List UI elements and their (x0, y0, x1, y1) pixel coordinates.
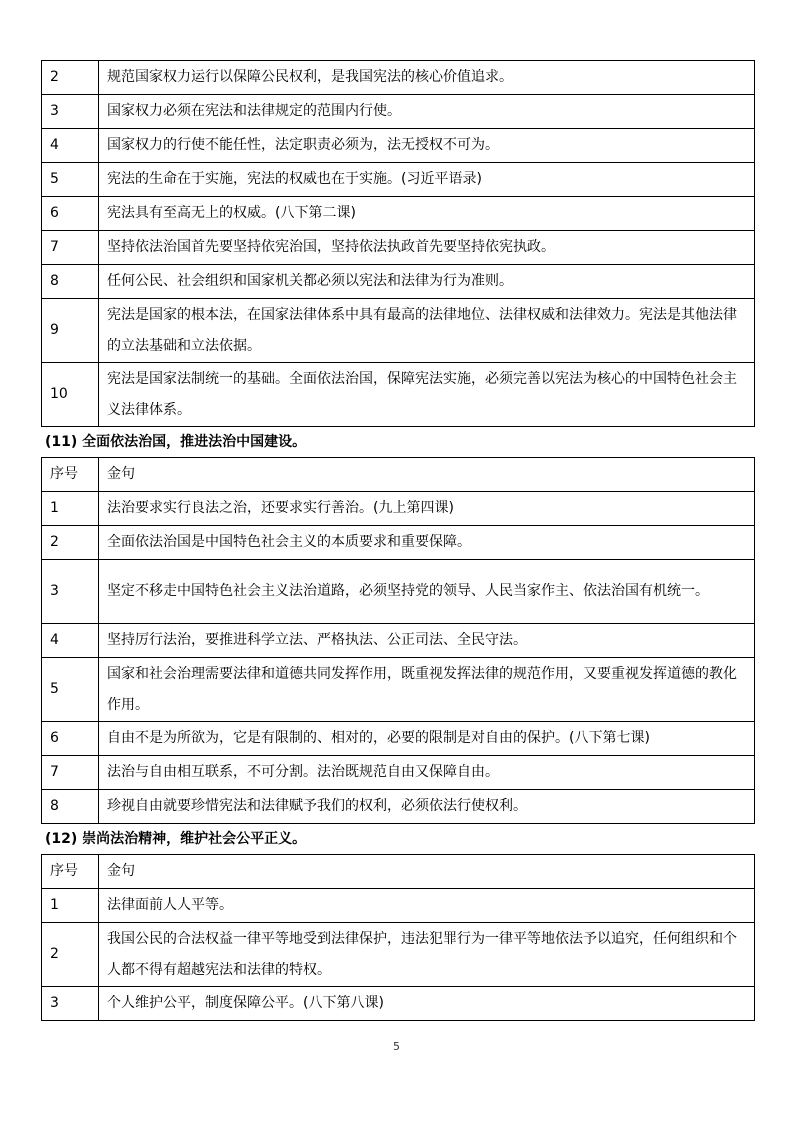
row-text: 自由不是为所欲为，它是有限制的、相对的，必要的限制是对自由的保护。(八下第七课) (99, 722, 755, 756)
row-text: 规范国家权力运行以保障公民权利，是我国宪法的核心价值追求。 (99, 61, 755, 95)
table-row (42, 95, 755, 129)
row-text: 国家和社会治理需要法律和道德共同发挥作用，既重视发挥法律的规范作用，又要重视发挥道德的教化作用。 (99, 658, 755, 722)
table-row (42, 265, 755, 299)
row-number: 1 (42, 492, 99, 526)
section-12-title: (12) 崇尚法治精神，维护社会公平正义。 (45, 831, 307, 847)
table-header-row (42, 458, 755, 492)
header-text: 金句 (99, 855, 755, 889)
section-11-title: (11) 全面依法治国，推进法治中国建设。 (45, 434, 307, 450)
table-row (42, 163, 755, 197)
row-number: 3 (42, 560, 99, 624)
row-number: 5 (42, 163, 99, 197)
row-number: 7 (42, 756, 99, 790)
page-number: 5 (393, 1040, 400, 1053)
row-number: 5 (42, 658, 99, 722)
row-number: 2 (42, 526, 99, 560)
table-row (42, 492, 755, 526)
row-number: 8 (42, 790, 99, 824)
row-number: 3 (42, 95, 99, 129)
row-text: 珍视自由就要珍惜宪法和法律赋予我们的权利，必须依法行使权利。 (99, 790, 755, 824)
row-text: 坚持依法治国首先要坚持依宪治国，坚持依法执政首先要坚持依宪执政。 (99, 231, 755, 265)
row-number: 2 (42, 923, 99, 987)
table-row (42, 624, 755, 658)
row-number: 9 (42, 299, 99, 363)
row-text: 法治与自由相互联系，不可分割。法治既规范自由又保障自由。 (99, 756, 755, 790)
row-text: 宪法是国家法制统一的基础。全面依法治国，保障宪法实施，必须完善以宪法为核心的中国特色社会主义法律体系。 (99, 363, 755, 427)
row-number: 4 (42, 129, 99, 163)
row-text: 宪法的生命在于实施，宪法的权威也在于实施。(习近平语录) (99, 163, 755, 197)
row-text: 国家权力必须在宪法和法律规定的范围内行使。 (99, 95, 755, 129)
table-row (42, 889, 755, 923)
section-12-table (41, 854, 755, 1021)
table-row (42, 526, 755, 560)
row-text: 任何公民、社会组织和国家机关都必须以宪法和法律为行为准则。 (99, 265, 755, 299)
row-text: 我国公民的合法权益一律平等地受到法律保护，违法犯罪行为一律平等地依法予以追究，任何组织和个人都不得有超越宪法和法律的特权。 (99, 923, 755, 987)
table-row (42, 61, 755, 95)
row-text: 法治要求实行良法之治，还要求实行善治。(九上第四课) (99, 492, 755, 526)
row-text: 坚持厉行法治，要推进科学立法、严格执法、公正司法、全民守法。 (99, 624, 755, 658)
row-text: 全面依法治国是中国特色社会主义的本质要求和重要保障。 (99, 526, 755, 560)
section-11-table (41, 457, 755, 824)
row-text: 法律面前人人平等。 (99, 889, 755, 923)
table-row (42, 560, 755, 624)
table-row (42, 231, 755, 265)
row-text: 国家权力的行使不能任性，法定职责必须为，法无授权不可为。 (99, 129, 755, 163)
row-number: 2 (42, 61, 99, 95)
table-row (42, 756, 755, 790)
row-number: 7 (42, 231, 99, 265)
table-row (42, 197, 755, 231)
table-row (42, 790, 755, 824)
header-number: 序号 (42, 855, 99, 889)
row-number: 6 (42, 722, 99, 756)
table-row (42, 658, 755, 722)
section-10-table (41, 60, 755, 427)
table-row (42, 363, 755, 427)
row-number: 1 (42, 889, 99, 923)
row-number: 3 (42, 987, 99, 1021)
row-number: 8 (42, 265, 99, 299)
table-row (42, 299, 755, 363)
row-number: 6 (42, 197, 99, 231)
table-row (42, 129, 755, 163)
table-header-row (42, 855, 755, 889)
table-row (42, 987, 755, 1021)
row-text: 个人维护公平，制度保障公平。(八下第八课) (99, 987, 755, 1021)
table-row (42, 722, 755, 756)
header-number: 序号 (42, 458, 99, 492)
table-row (42, 923, 755, 987)
row-text: 宪法具有至高无上的权威。(八下第二课) (99, 197, 755, 231)
row-text: 坚定不移走中国特色社会主义法治道路，必须坚持党的领导、人民当家作主、依法治国有机统一。 (99, 560, 755, 624)
row-number: 4 (42, 624, 99, 658)
header-text: 金句 (99, 458, 755, 492)
row-number: 10 (42, 363, 99, 427)
document-page (41, 60, 754, 1021)
row-text: 宪法是国家的根本法，在国家法律体系中具有最高的法律地位、法律权威和法律效力。宪法是其他法律的立法基础和立法依据。 (99, 299, 755, 363)
